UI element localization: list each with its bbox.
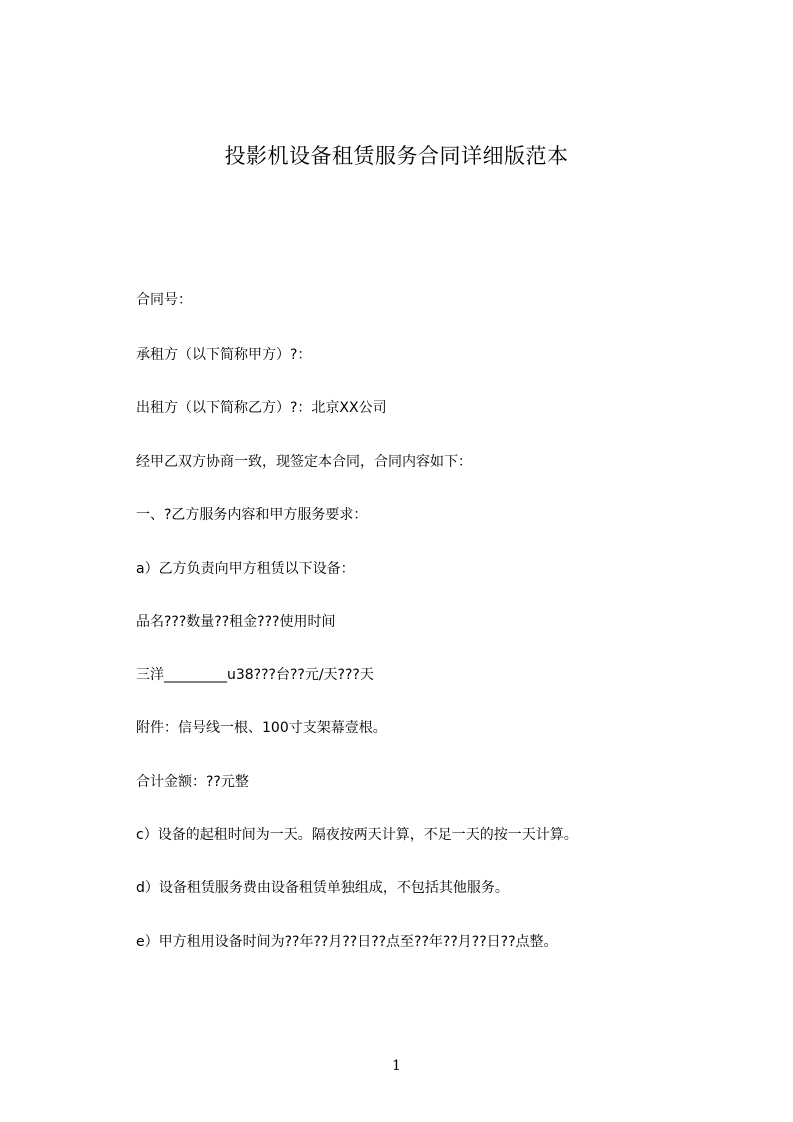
paragraph-agreement-intro: 经甲乙双方协商一致，现签定本合同，合同内容如下：	[136, 454, 472, 470]
paragraph-equipment-header: 品名???数量??租金???使用时间	[136, 614, 336, 630]
paragraph-equipment-row: 三洋_________u38???台??元/天???天	[136, 667, 374, 683]
paragraph-item-d: d）设备租赁服务费由设备租赁单独组成，不包括其他服务。	[136, 880, 509, 896]
document-title: 投影机设备租赁服务合同详细版范本	[224, 144, 569, 168]
paragraph-lessee: 承租方（以下简称甲方）?：	[136, 347, 312, 363]
paragraph-section-one-heading: 一、?乙方服务内容和甲方服务要求：	[136, 507, 368, 523]
paragraph-item-e: e）甲方租用设备时间为??年??月??日??点至??年??月??日??点整。	[136, 934, 558, 950]
paragraph-lessor: 出租方（以下简称乙方）?：北京XX公司	[136, 400, 387, 416]
paragraph-attachments: 附件：信号线一根、100寸支架幕壹根。	[136, 720, 387, 736]
paragraph-contract-number: 合同号：	[136, 292, 192, 308]
paragraph-total-amount: 合计金额：??元整	[136, 774, 249, 790]
paragraph-item-a: a）乙方负责向甲方租赁以下设备：	[136, 561, 355, 577]
paragraph-item-c: c）设备的起租时间为一天。隔夜按两天计算，不足一天的按一天计算。	[136, 827, 578, 843]
page-number: 1	[392, 1058, 401, 1074]
